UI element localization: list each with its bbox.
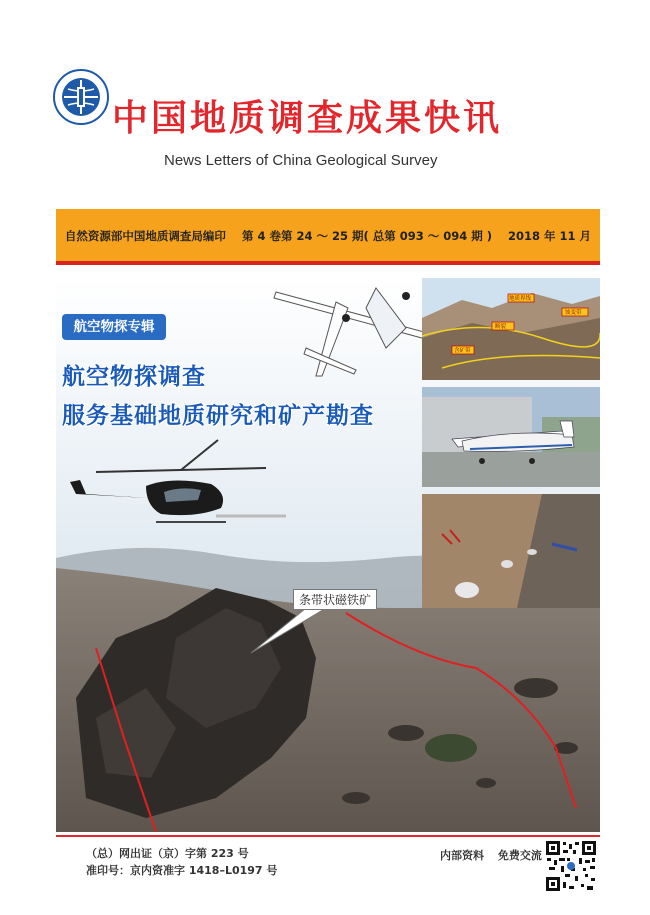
- inset-label: 蚀变带: [565, 310, 582, 316]
- issue-info: [56, 228, 600, 244]
- publication-title: 中国地质调查成果快讯: [112, 97, 503, 139]
- publication-registration: [86, 845, 277, 879]
- inset-label: 断裂: [495, 324, 507, 330]
- globe-emblem-icon: [52, 68, 110, 126]
- footer-divider: [56, 835, 600, 837]
- special-issue-label: 航空物探专辑: [62, 314, 166, 340]
- registration-line1: （总）网出证（京）字第 223 号: [86, 847, 249, 860]
- issue-volume: 第 4 卷第 24 ～ 25 期( 总第 093 ～ 094 期 ): [241, 229, 493, 243]
- inset-label: 含矿带: [454, 348, 471, 354]
- inset-photo-labels: [422, 292, 600, 382]
- inset-label: 地质界线: [509, 296, 532, 302]
- publication-subtitle: News Letters of China Geological Survey: [164, 152, 438, 169]
- issue-bar-divider: [56, 261, 600, 265]
- cover-headline-line1: 航空物探调查: [62, 364, 206, 390]
- inset-photo-trench: [422, 494, 600, 608]
- registration-line2: 准印号：京内资准字 1418–L0197 号: [86, 864, 278, 877]
- internal-material-label: 内部资料: [440, 849, 484, 862]
- ore-callout: 条带状磁铁矿: [293, 589, 377, 610]
- cover-headline-line2: 服务基础地质研究和矿产勘查: [62, 403, 374, 429]
- inset-photo-airplane: [422, 387, 600, 487]
- issue-date: 2018 年 11 月: [508, 229, 592, 243]
- qr-code-icon: [545, 840, 597, 892]
- distribution-note: [440, 847, 542, 863]
- free-exchange-label: 免费交流: [497, 849, 542, 862]
- issue-publisher: 自然资源部中国地质调查局编印: [64, 229, 226, 243]
